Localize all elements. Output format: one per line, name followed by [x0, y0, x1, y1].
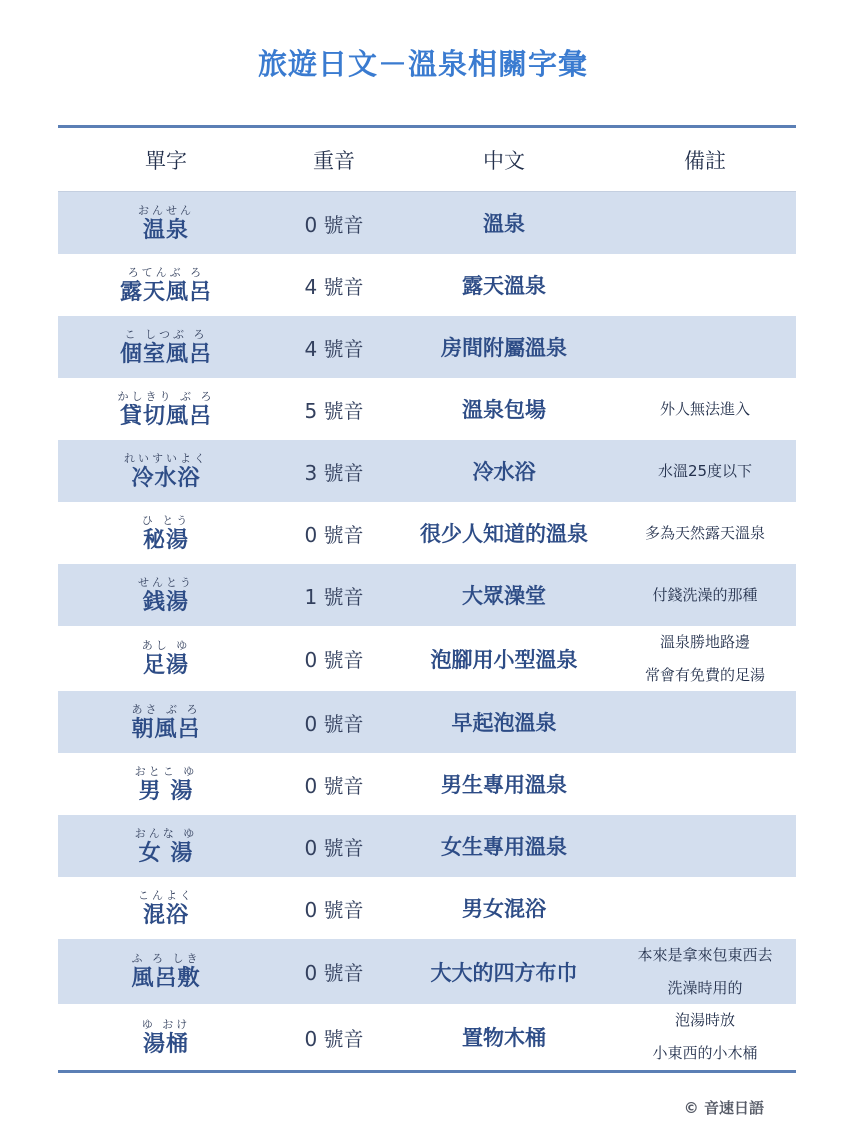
japanese-word: 湯桶 [142, 1031, 189, 1057]
word-cell [58, 828, 274, 865]
chinese-cell: 房間附屬溫泉 [441, 336, 567, 360]
note-line: 外人無法進入 [659, 399, 750, 418]
word-cell [58, 267, 274, 304]
furigana: おんな ゆ [134, 826, 198, 840]
note-line: 常會有免費的足湯 [644, 665, 765, 684]
header-accent: 重音 [313, 148, 355, 173]
japanese-word: 個室風呂 [119, 341, 212, 367]
note-cell [614, 1004, 796, 1070]
word-cell [58, 1019, 274, 1056]
table-header [58, 128, 796, 192]
japanese-word: 貸切風呂 [119, 403, 212, 429]
word-cell [58, 640, 274, 677]
chinese-cell: 大大的四方布巾 [430, 960, 578, 985]
table-body [58, 192, 796, 1070]
furigana: あし ゆ [141, 639, 191, 652]
furigana: かしきり ぶ ろ [117, 389, 215, 403]
word-cell [58, 766, 274, 803]
japanese-word: 銭湯 [142, 589, 189, 615]
furigana: ろてんぶ ろ [127, 265, 205, 279]
japanese-word: 足湯 [142, 653, 189, 678]
accent-cell: 0 號音 [304, 522, 364, 547]
table-row [58, 753, 796, 815]
accent-cell: 4 號音 [304, 336, 364, 361]
word-cell [58, 890, 274, 927]
accent-cell: 1 號音 [304, 584, 364, 609]
accent-cell: 0 號音 [304, 773, 364, 798]
accent-cell: 3 號音 [304, 460, 364, 485]
word-cell [58, 453, 274, 490]
word-cell [58, 953, 274, 990]
note-line: 洗澡時用的 [667, 978, 743, 997]
accent-cell: 4 號音 [304, 274, 364, 299]
word-cell [58, 205, 274, 242]
chinese-cell: 冷水浴 [472, 460, 536, 484]
note-cell [614, 393, 796, 426]
word-cell [58, 515, 274, 552]
table-row [58, 691, 796, 753]
table-row [58, 939, 796, 1004]
japanese-word: 秘湯 [142, 527, 189, 553]
chinese-cell: 女生專用溫泉 [441, 835, 567, 859]
japanese-word: 女 湯 [138, 840, 194, 866]
note-cell [614, 626, 796, 692]
note-cell [614, 939, 796, 1005]
japanese-word: 朝風呂 [131, 716, 201, 742]
furigana: おとこ ゆ [134, 764, 198, 778]
note-cell [614, 455, 796, 488]
note-line: 付錢洗澡的那種 [652, 585, 758, 604]
header-note: 備註 [684, 148, 726, 173]
table-row [58, 192, 796, 254]
japanese-word: 風呂敷 [131, 966, 201, 991]
japanese-word: 冷水浴 [131, 465, 201, 491]
table-row [58, 254, 796, 316]
chinese-cell: 很少人知道的溫泉 [420, 522, 588, 546]
word-cell [58, 577, 274, 614]
furigana: ひ とう [141, 513, 191, 527]
japanese-word: 混浴 [142, 902, 189, 928]
note-line: 泡湯時放 [674, 1011, 735, 1029]
accent-cell: 0 號音 [304, 1026, 364, 1051]
chinese-cell: 男女混浴 [462, 897, 546, 921]
japanese-word: 露天風呂 [119, 279, 212, 305]
table-row [58, 564, 796, 626]
note-line: 溫泉勝地路邊 [659, 632, 750, 651]
note-cell [614, 517, 796, 550]
chinese-cell: 置物木桶 [462, 1026, 546, 1050]
japanese-word: 男 湯 [138, 778, 194, 804]
note-line: 水溫25度以下 [657, 461, 753, 480]
table-row [58, 440, 796, 502]
vocab-table [58, 125, 796, 1073]
table-row [58, 316, 796, 378]
copyright: © 音速日語 [683, 1099, 764, 1117]
furigana: ゆ おけ [141, 1017, 191, 1031]
japanese-word: 温泉 [142, 217, 189, 243]
accent-cell: 5 號音 [304, 398, 364, 423]
note-line: 本來是拿來包東西去 [637, 945, 773, 964]
table-row [58, 815, 796, 877]
word-cell [58, 391, 274, 428]
table-row [58, 378, 796, 440]
accent-cell: 0 號音 [304, 212, 364, 237]
accent-cell: 0 號音 [304, 711, 364, 736]
furigana: せんとう [138, 575, 194, 589]
note-line: 多為天然露天溫泉 [644, 523, 765, 542]
chinese-cell: 早起泡溫泉 [451, 711, 557, 735]
word-cell [58, 329, 274, 366]
chinese-cell: 泡腳用小型溫泉 [430, 647, 578, 672]
table-row [58, 626, 796, 691]
chinese-cell: 溫泉包場 [462, 398, 546, 422]
page-title: 旅遊日文－溫泉相關字彙 [257, 47, 588, 81]
note-line: 小東西的小木桶 [652, 1044, 758, 1062]
header-chinese: 中文 [483, 148, 525, 173]
table-row [58, 1004, 796, 1070]
table-row [58, 502, 796, 564]
chinese-cell: 大眾澡堂 [462, 584, 546, 608]
accent-cell: 0 號音 [304, 648, 364, 672]
furigana: こんよく [138, 888, 194, 902]
chinese-cell: 男生專用溫泉 [441, 773, 567, 797]
accent-cell: 0 號音 [304, 961, 364, 985]
note-cell [614, 579, 796, 612]
furigana: れいすいよく [124, 451, 208, 465]
header-word: 單字 [145, 148, 187, 173]
word-cell [58, 704, 274, 741]
furigana: あさ ぶ ろ [131, 702, 201, 716]
table-row [58, 877, 796, 939]
furigana: おんせん [138, 203, 194, 217]
accent-cell: 0 號音 [304, 835, 364, 860]
accent-cell: 0 號音 [304, 897, 364, 922]
chinese-cell: 露天溫泉 [462, 274, 546, 298]
furigana: こ しつぶ ろ [124, 327, 208, 341]
furigana: ふ ろ しき [131, 952, 201, 965]
chinese-cell: 溫泉 [483, 212, 525, 236]
